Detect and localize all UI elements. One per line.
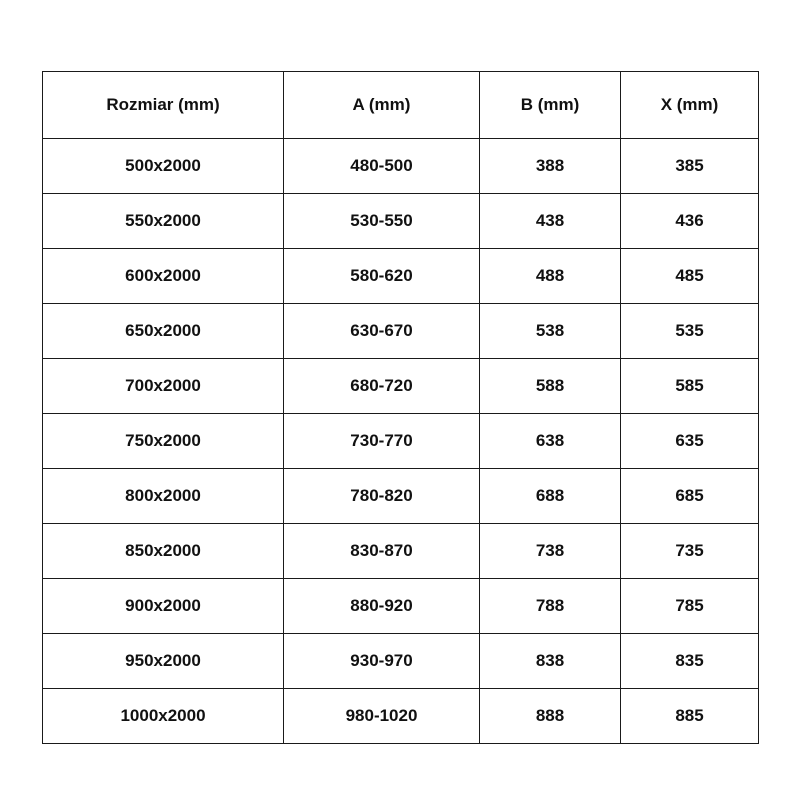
table-body — [43, 139, 759, 744]
cell-a: 580-620 — [284, 249, 480, 304]
cell-x: 885 — [621, 689, 759, 744]
cell-b: 688 — [480, 469, 621, 524]
table-row — [43, 194, 759, 249]
cell-b: 638 — [480, 414, 621, 469]
cell-size: 500x2000 — [43, 139, 284, 194]
cell-a: 780-820 — [284, 469, 480, 524]
cell-size: 650x2000 — [43, 304, 284, 359]
table-row — [43, 524, 759, 579]
cell-x: 535 — [621, 304, 759, 359]
table-row — [43, 139, 759, 194]
table-row — [43, 689, 759, 744]
cell-a: 630-670 — [284, 304, 480, 359]
cell-b: 738 — [480, 524, 621, 579]
cell-a: 930-970 — [284, 634, 480, 689]
cell-b: 888 — [480, 689, 621, 744]
column-header-a: A (mm) — [284, 72, 480, 139]
cell-size: 850x2000 — [43, 524, 284, 579]
cell-b: 838 — [480, 634, 621, 689]
cell-size: 550x2000 — [43, 194, 284, 249]
cell-a: 530-550 — [284, 194, 480, 249]
cell-size: 750x2000 — [43, 414, 284, 469]
table-row — [43, 359, 759, 414]
cell-b: 388 — [480, 139, 621, 194]
table-row — [43, 579, 759, 634]
cell-size: 900x2000 — [43, 579, 284, 634]
column-header-x: X (mm) — [621, 72, 759, 139]
table-row — [43, 634, 759, 689]
cell-x: 585 — [621, 359, 759, 414]
table-row — [43, 304, 759, 359]
cell-b: 788 — [480, 579, 621, 634]
cell-b: 438 — [480, 194, 621, 249]
cell-size: 950x2000 — [43, 634, 284, 689]
cell-x: 385 — [621, 139, 759, 194]
cell-a: 880-920 — [284, 579, 480, 634]
column-header-size: Rozmiar (mm) — [43, 72, 284, 139]
cell-x: 436 — [621, 194, 759, 249]
cell-x: 785 — [621, 579, 759, 634]
cell-x: 485 — [621, 249, 759, 304]
cell-x: 635 — [621, 414, 759, 469]
cell-a: 480-500 — [284, 139, 480, 194]
table-header-row — [43, 72, 759, 139]
cell-size: 1000x2000 — [43, 689, 284, 744]
dimensions-table — [42, 71, 759, 744]
spec-table-container — [42, 71, 758, 744]
cell-b: 488 — [480, 249, 621, 304]
cell-x: 735 — [621, 524, 759, 579]
cell-x: 685 — [621, 469, 759, 524]
cell-b: 588 — [480, 359, 621, 414]
column-header-b: B (mm) — [480, 72, 621, 139]
table-row — [43, 249, 759, 304]
cell-size: 800x2000 — [43, 469, 284, 524]
cell-x: 835 — [621, 634, 759, 689]
cell-a: 830-870 — [284, 524, 480, 579]
cell-a: 980-1020 — [284, 689, 480, 744]
cell-a: 730-770 — [284, 414, 480, 469]
table-row — [43, 469, 759, 524]
cell-a: 680-720 — [284, 359, 480, 414]
cell-size: 700x2000 — [43, 359, 284, 414]
cell-size: 600x2000 — [43, 249, 284, 304]
table-header — [43, 72, 759, 139]
cell-b: 538 — [480, 304, 621, 359]
table-row — [43, 414, 759, 469]
